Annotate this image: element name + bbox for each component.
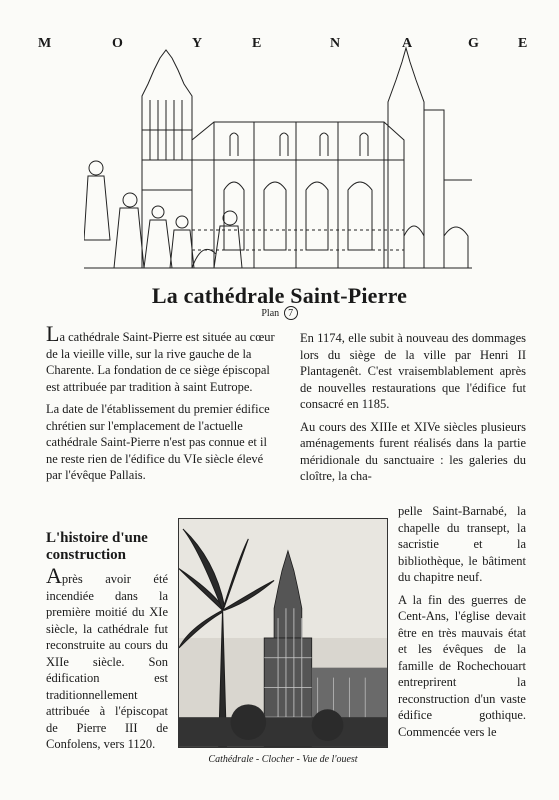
paragraph-text: près avoir été incendiée dans la première moitié du XIe siècle, la cathédrale fut reconstruite au cours du XIIe siècle. Son édification est traditionnellement attribuée à l'épiscopat de Pierre III de Confolens, vers 1120. bbox=[46, 572, 168, 751]
header-letter: A bbox=[402, 36, 413, 51]
section-heading: L'histoire d'une construction bbox=[46, 530, 148, 563]
photo-caption: Cathédrale - Clocher - Vue de l'ouest bbox=[208, 754, 358, 765]
drop-cap: A bbox=[46, 563, 62, 588]
paragraph bbox=[46, 321, 278, 395]
paragraph: La date de l'établissement du premier édifice chrétien sur l'emplacement de l'actuelle cathédrale Saint-Pierre n'est pas connue et il ne reste rien de l'édifice du VIe siècle élevé par l'évêque Pallais. bbox=[46, 402, 270, 482]
drop-cap: L bbox=[46, 321, 60, 346]
plan-number-badge: 7 bbox=[284, 306, 298, 320]
header-letter: Y bbox=[192, 36, 203, 51]
paragraph-text: a cathédrale Saint-Pierre est située au cœur de la vieille ville, sur la rive gauche de la Charente. La fondation de ce siège épiscopal est attribuée par tradition à saint Eutrope. bbox=[46, 330, 275, 394]
header-letter: E bbox=[518, 36, 528, 51]
header-letter: N bbox=[330, 36, 341, 51]
header-letter: O bbox=[112, 36, 123, 51]
paragraph: pelle Saint-Barnabé, la chapelle du transept, la sacristie et la bibliothèque, le bâtiment du chapitre neuf. bbox=[398, 504, 526, 584]
cathedral-bell-tower-photo bbox=[178, 518, 388, 748]
article-title: La cathédrale Saint-Pierre bbox=[151, 283, 408, 308]
text-column-right bbox=[300, 330, 526, 491]
paragraph: A la fin des guerres de Cent-Ans, l'église devait être en très mauvais état et les évêques de la famille de Rochechouart entreprirent la reconstruction d'un vaste édifice gothique. Commencée vers le bbox=[398, 592, 526, 739]
cathedral-illustration bbox=[84, 40, 472, 276]
text-column-narrow-right bbox=[398, 503, 526, 740]
paragraph: Au cours des XIIIe et XIVe siècles plusieurs aménagements furent réalisés dans la partie méridionale du sanctuaire : les galeries du cloître, la cha- bbox=[300, 419, 526, 483]
plan-label: Plan bbox=[261, 308, 280, 319]
text-column-left bbox=[46, 321, 278, 490]
paragraph: En 1174, elle subit à nouveau des dommages lors du siège de la ville par Henri II Plantagenêt. C'est vraisemblablement après de nouvelles restaurations que l'édifice fut consacré en 1185. bbox=[300, 331, 526, 411]
plan-reference bbox=[0, 306, 559, 320]
header-letter: E bbox=[252, 36, 262, 51]
header-letter: G bbox=[468, 36, 479, 51]
text-column-narrow-left bbox=[46, 563, 168, 753]
header-letter: M bbox=[38, 36, 52, 51]
